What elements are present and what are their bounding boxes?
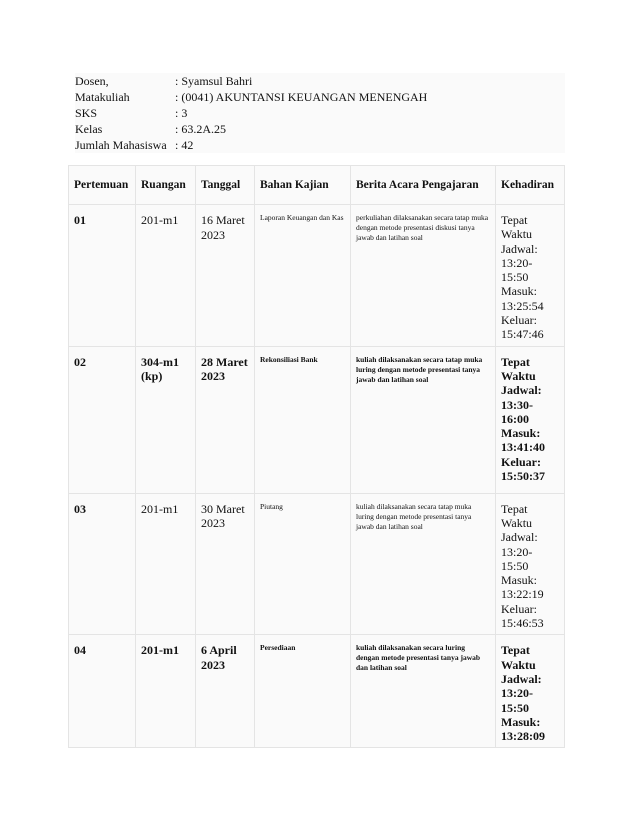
cell-topic: Persediaan	[255, 635, 351, 748]
header-meeting: Pertemuan	[69, 166, 136, 205]
cell-room: 304-m1 (kp)	[136, 346, 196, 493]
cell-topic: Piutang	[255, 493, 351, 635]
header-room: Ruangan	[136, 166, 196, 205]
header-topic: Bahan Kajian	[255, 166, 351, 205]
info-value: : 63.2A.25	[175, 122, 226, 136]
cell-attendance: Tepat Waktu Jadwal: 13:20-15:50 Masuk: 13:22:19 Keluar: 15:46:53	[496, 493, 565, 635]
table-row	[69, 346, 565, 493]
cell-meeting: 01	[69, 205, 136, 347]
cell-teaching-report: kuliah dilaksanakan secara luring dengan metode presentasi tanya jawab dan latihan soal	[351, 635, 496, 748]
cell-date: 16 Maret 2023	[196, 205, 255, 347]
info-row-credits	[75, 105, 565, 121]
table-row	[69, 635, 565, 748]
cell-room: 201-m1	[136, 205, 196, 347]
info-label: Jumlah Mahasiswa	[75, 138, 167, 152]
header-date: Tanggal	[196, 166, 255, 205]
cell-attendance: Tepat Waktu Jadwal: 13:30-16:00 Masuk: 13:41:40 Keluar: 15:50:37	[496, 346, 565, 493]
cell-attendance: Tepat Waktu Jadwal: 13:20-15:50 Masuk: 13:28:09	[496, 635, 565, 748]
table-header-row	[69, 166, 565, 205]
info-label: Kelas	[75, 122, 103, 136]
cell-date: 6 April 2023	[196, 635, 255, 748]
info-value: : Syamsul Bahri	[175, 74, 253, 88]
cell-teaching-report: kuliah dilaksanakan secara tatap muka luring dengan metode presentasi tanya jawab dan latihan soal	[351, 346, 496, 493]
cell-teaching-report: perkuliahan dilaksanakan secara tatap muka dengan metode presentasi diskusi tanya jawab dan latihan soal	[351, 205, 496, 347]
table-row	[69, 205, 565, 347]
cell-room: 201-m1	[136, 493, 196, 635]
cell-teaching-report: kuliah dilaksanakan secara tatap muka luring dengan metode presentasi tanya jawab dan latihan soal	[351, 493, 496, 635]
cell-topic: Laporan Keuangan dan Kas	[255, 205, 351, 347]
info-label: SKS	[75, 106, 98, 120]
cell-meeting: 02	[69, 346, 136, 493]
cell-meeting: 03	[69, 493, 136, 635]
info-row-class	[75, 121, 565, 137]
header-teaching-report: Berita Acara Pengajaran	[351, 166, 496, 205]
info-label: Dosen,	[75, 74, 109, 88]
info-value: : 3	[175, 106, 188, 120]
cell-date: 30 Maret 2023	[196, 493, 255, 635]
info-value: : 42	[175, 138, 194, 152]
info-label: Matakuliah	[75, 90, 130, 104]
cell-room: 201-m1	[136, 635, 196, 748]
cell-attendance: Tepat Waktu Jadwal: 13:20-15:50 Masuk: 13:25:54 Keluar: 15:47:46	[496, 205, 565, 347]
cell-topic: Rekonsiliasi Bank	[255, 346, 351, 493]
info-row-students	[75, 137, 565, 153]
info-row-lecturer	[75, 73, 565, 89]
header-attendance: Kehadiran	[496, 166, 565, 205]
info-row-course	[75, 89, 565, 105]
cell-date: 28 Maret 2023	[196, 346, 255, 493]
table-row	[69, 493, 565, 635]
info-value: : (0041) AKUNTANSI KEUANGAN MENENGAH	[175, 90, 428, 104]
attendance-table	[68, 165, 565, 748]
course-info	[75, 73, 565, 153]
cell-meeting: 04	[69, 635, 136, 748]
